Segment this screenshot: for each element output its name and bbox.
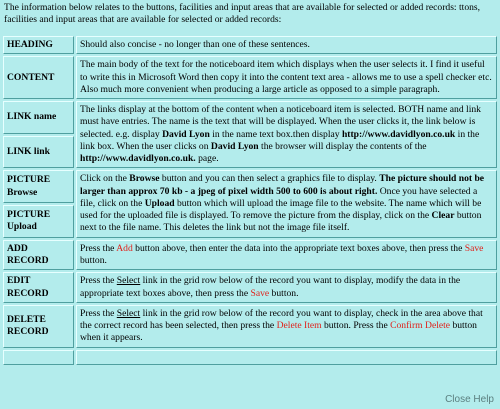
intro-text: The information below relates to the buttons, facilities and input areas that are available for selected or added records: ttons, facilities and input areas that are available for selected or added records: (4, 2, 481, 26)
row-label-picture-upload: PICTURE Upload (3, 205, 74, 238)
row-label-link-name: LINK name (3, 101, 74, 134)
row-label-link-link: LINK link (3, 136, 74, 169)
help-row-link-name (3, 101, 497, 134)
help-table (1, 34, 499, 367)
row-text-add: Press the Add button above, then enter the data into the appropriate text boxes above, then press the Save button. (76, 240, 497, 271)
row-text-link: The links display at the bottom of the content when a noticeboard item is selected. BOTH name and link must have entries. The name is the text that will be displayed. When the user clicks it, the link below is selected. e.g. display David Lyon in the name text box.then display http://www.davidlyon.co.uk in the link box. When the user clicks on David Lyon the browser will display the contents of the http://www.davidlyon.co.uk. page. (76, 101, 497, 168)
close-help-link[interactable]: Close Help (445, 394, 494, 406)
help-row-edit (3, 272, 497, 303)
help-row-heading (3, 36, 497, 54)
row-text-heading: Should also concise - no longer than one of these sentences. (76, 36, 497, 54)
help-row-add (3, 240, 497, 271)
row-label-delete: DELETE RECORD (3, 305, 74, 348)
help-row-delete (3, 305, 497, 348)
row-label-add: ADD RECORD (3, 240, 74, 271)
footer-cell-right (76, 350, 497, 365)
row-text-picture: Click on the Browse button and you can then select a graphics file to display. The picture should not be larger than approx 70 kb - a jpeg of pixel width 500 to 600 is about right. Once you have selected a file, click on the Upload button which will upload the image file to the website. The name which will be used for the uploaded file is displayed. To remove the picture from the display, click on the Clear button next to the file name. This deletes the link but not the image file itself. (76, 170, 497, 237)
row-label-heading: HEADING (3, 36, 74, 54)
footer-cell-left (3, 350, 74, 365)
row-label-content: CONTENT (3, 56, 74, 99)
row-text-delete: Press the Select link in the grid row below of the record you want to display, check in the area above that the correct record has been selected, then press the Delete Item button. Press the Confirm Delete button when it appears. (76, 305, 497, 348)
help-row-content (3, 56, 497, 99)
help-row-footer (3, 350, 497, 365)
row-label-picture-browse: PICTURE Browse (3, 170, 74, 203)
row-text-edit: Press the Select link in the grid row below of the record you want to display, modify the data in the appropriate text boxes above, then press the Save button. (76, 272, 497, 303)
row-label-edit: EDIT RECORD (3, 272, 74, 303)
help-row-picture-browse (3, 170, 497, 203)
row-text-content: The main body of the text for the noticeboard item which displays when the user selects it. I find it useful to write this in Microsoft Word then copy it into the content text area - allows me to use a spell checker etc. Also much more convenient when producing a large article as opposed to a simple paragraph. (76, 56, 497, 99)
